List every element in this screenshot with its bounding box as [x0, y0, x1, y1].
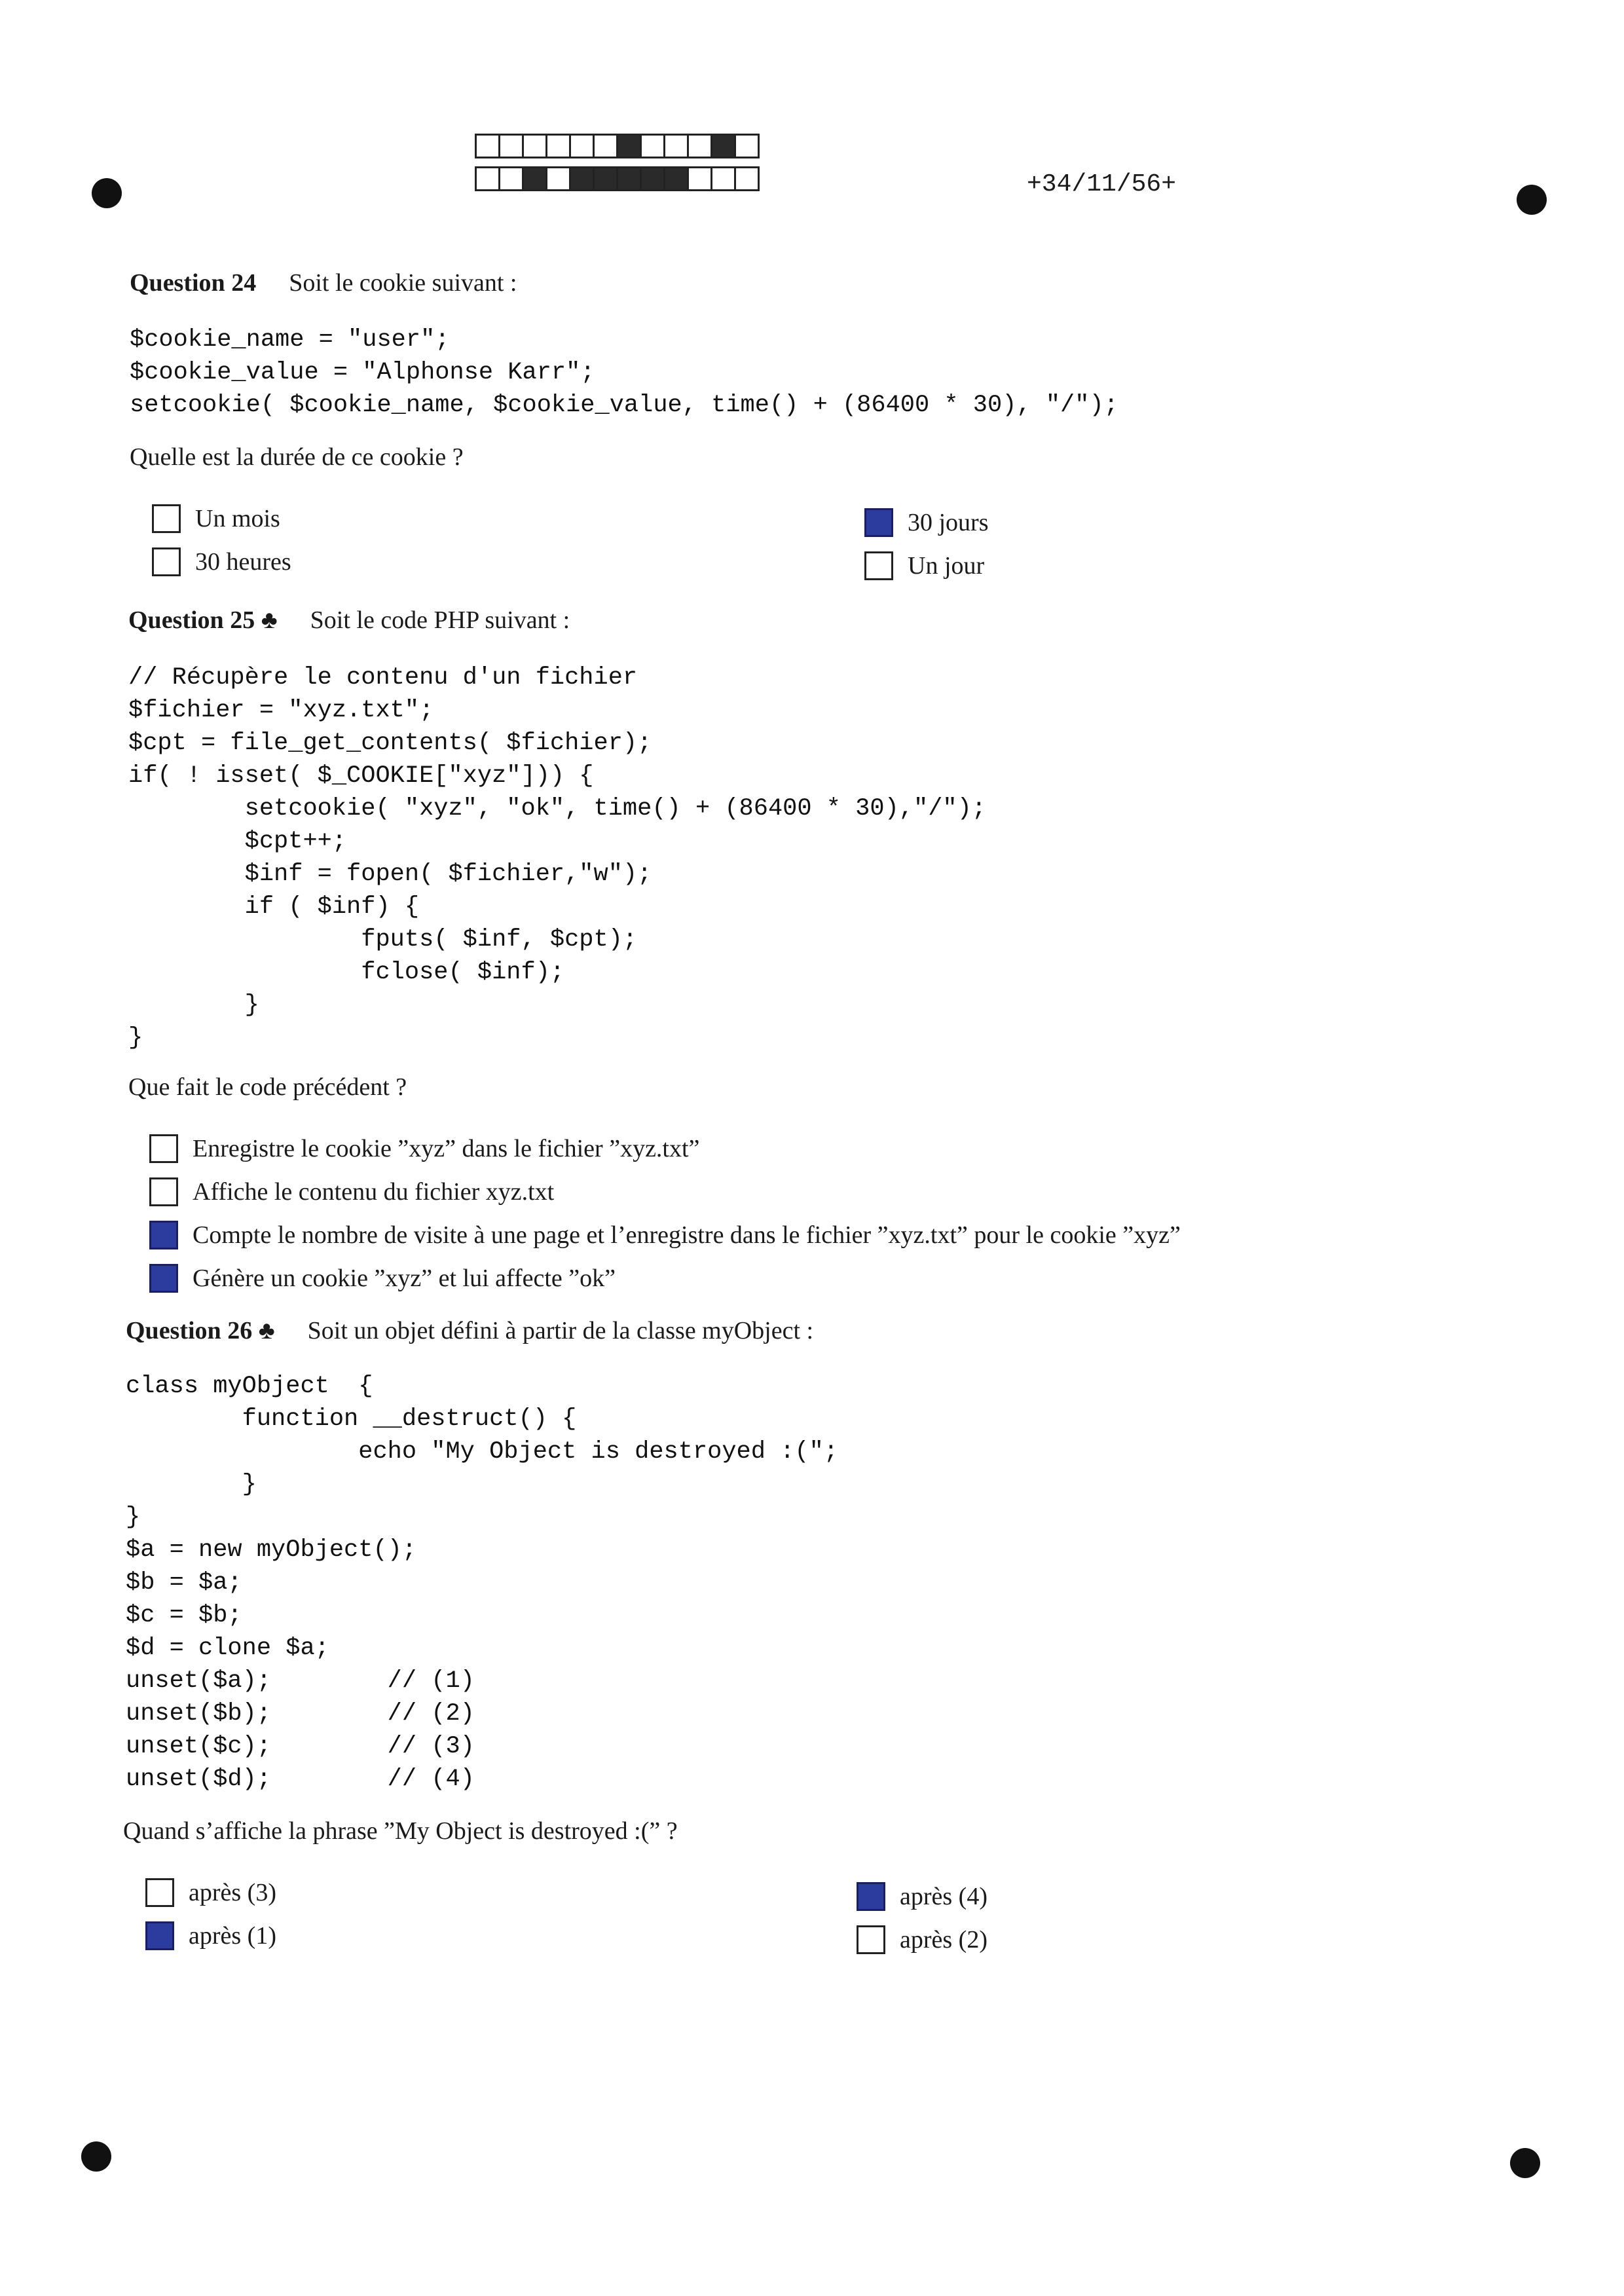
question-intro: Soit le cookie suivant : [289, 269, 517, 297]
answer-option[interactable] [145, 1921, 276, 1950]
code-cell [569, 166, 595, 191]
checkbox[interactable] [864, 551, 893, 580]
question-24-code: $cookie_name = "user"; $cookie_value = "Alphonse Karr"; setcookie( $cookie_name, $cookie_value, time() + (86400 * 30), "/"); [130, 326, 1118, 419]
answer-option[interactable] [149, 1177, 554, 1206]
code-cell [663, 134, 689, 158]
question-26-code: class myObject { function __destruct() { echo "My Object is destroyed :("; } } $a = new myObject(); $b = $a; $c = $b; $d = clone $a; unset($a); // (1) unset($b); // (2) unset($c); // (3) unset($d); // (4) [126, 1373, 838, 1793]
answer-label: Un jour [908, 552, 985, 580]
code-cell [687, 166, 712, 191]
question-number: Question 25 ♣ [128, 606, 278, 634]
checkbox[interactable] [152, 547, 181, 576]
answer-label: Compte le nombre de visite à une page et l’enregistre dans le fichier ”xyz.txt” pour le cookie ”xyz” [193, 1221, 1181, 1249]
code-cell [687, 134, 712, 158]
code-cell [498, 134, 524, 158]
checkbox[interactable] [145, 1921, 174, 1950]
code-cell [710, 134, 736, 158]
answer-option[interactable] [152, 547, 291, 576]
answer-label: après (4) [900, 1883, 987, 1910]
question-26-prompt: Quand s’affiche la phrase ”My Object is destroyed :(” ? [123, 1817, 678, 1845]
question-number: Question 24 [130, 269, 257, 297]
sheet-code-row-2 [477, 166, 786, 191]
answer-label: Génère un cookie ”xyz” et lui affecte ”ok” [193, 1265, 616, 1292]
checkbox[interactable] [864, 508, 893, 537]
answer-label: 30 jours [908, 509, 989, 536]
answer-label: Un mois [195, 505, 280, 532]
code-cell [569, 134, 595, 158]
code-cell [545, 166, 571, 191]
answer-label: 30 heures [195, 548, 291, 576]
code-cell [640, 166, 665, 191]
checkbox[interactable] [857, 1882, 885, 1911]
code-cell [616, 166, 642, 191]
answer-label: Enregistre le cookie ”xyz” dans le fichier ”xyz.txt” [193, 1135, 700, 1162]
question-intro: Soit le code PHP suivant : [310, 606, 570, 634]
code-cell [663, 166, 689, 191]
answer-option[interactable] [857, 1882, 987, 1911]
checkbox[interactable] [149, 1264, 178, 1293]
sheet-id: +34/11/56+ [1027, 170, 1177, 198]
answer-option[interactable] [149, 1264, 616, 1293]
checkbox[interactable] [152, 504, 181, 533]
checkbox[interactable] [149, 1221, 178, 1250]
question-25-code: // Récupère le contenu d'un fichier $fichier = "xyz.txt"; $cpt = file_get_contents( $fichier); if( ! isset( $_COOKIE["xyz"])) { setcookie( "xyz", "ok", time() + (86400 * 30),"/"); $cpt++; $inf = fopen( $fichier,"w"); if ( $inf) { fputs( $inf, $cpt); fclose( $inf); } } [128, 664, 987, 1052]
code-cell [593, 166, 618, 191]
question-24-prompt: Quelle est la durée de ce cookie ? [130, 443, 464, 471]
checkbox[interactable] [857, 1925, 885, 1954]
code-cell [616, 134, 642, 158]
answer-option[interactable] [149, 1221, 1181, 1250]
registration-mark-bottom-left [81, 2141, 111, 2172]
question-26-header [126, 1316, 813, 1345]
answer-option[interactable] [857, 1925, 987, 1954]
code-cell [475, 166, 500, 191]
answer-option[interactable] [864, 551, 984, 580]
code-cell [545, 134, 571, 158]
answer-option[interactable] [864, 508, 989, 537]
question-intro: Soit un objet défini à partir de la classe myObject : [307, 1317, 814, 1344]
answer-option[interactable] [149, 1134, 699, 1163]
registration-mark-bottom-right [1510, 2148, 1540, 2178]
answer-label: après (1) [189, 1922, 276, 1950]
code-cell [640, 134, 665, 158]
checkbox[interactable] [149, 1177, 178, 1206]
question-number: Question 26 ♣ [126, 1317, 275, 1344]
code-cell [498, 166, 524, 191]
code-cell [522, 134, 547, 158]
code-cell [475, 134, 500, 158]
code-cell [734, 166, 760, 191]
answer-option[interactable] [145, 1878, 276, 1907]
answer-label: Affiche le contenu du fichier xyz.txt [193, 1178, 555, 1206]
code-cell [710, 166, 736, 191]
code-cell [734, 134, 760, 158]
answer-label: après (3) [189, 1879, 276, 1906]
sheet-code-row-1 [477, 134, 786, 158]
checkbox[interactable] [145, 1878, 174, 1907]
registration-mark-top-left [92, 178, 122, 208]
code-cell [522, 166, 547, 191]
question-25-header [128, 606, 570, 635]
code-cell [593, 134, 618, 158]
answer-label: après (2) [900, 1926, 987, 1953]
answer-option[interactable] [152, 504, 280, 533]
question-25-prompt: Que fait le code précédent ? [128, 1073, 407, 1101]
checkbox[interactable] [149, 1134, 178, 1163]
question-24-header [130, 268, 517, 297]
registration-mark-top-right [1517, 185, 1547, 215]
